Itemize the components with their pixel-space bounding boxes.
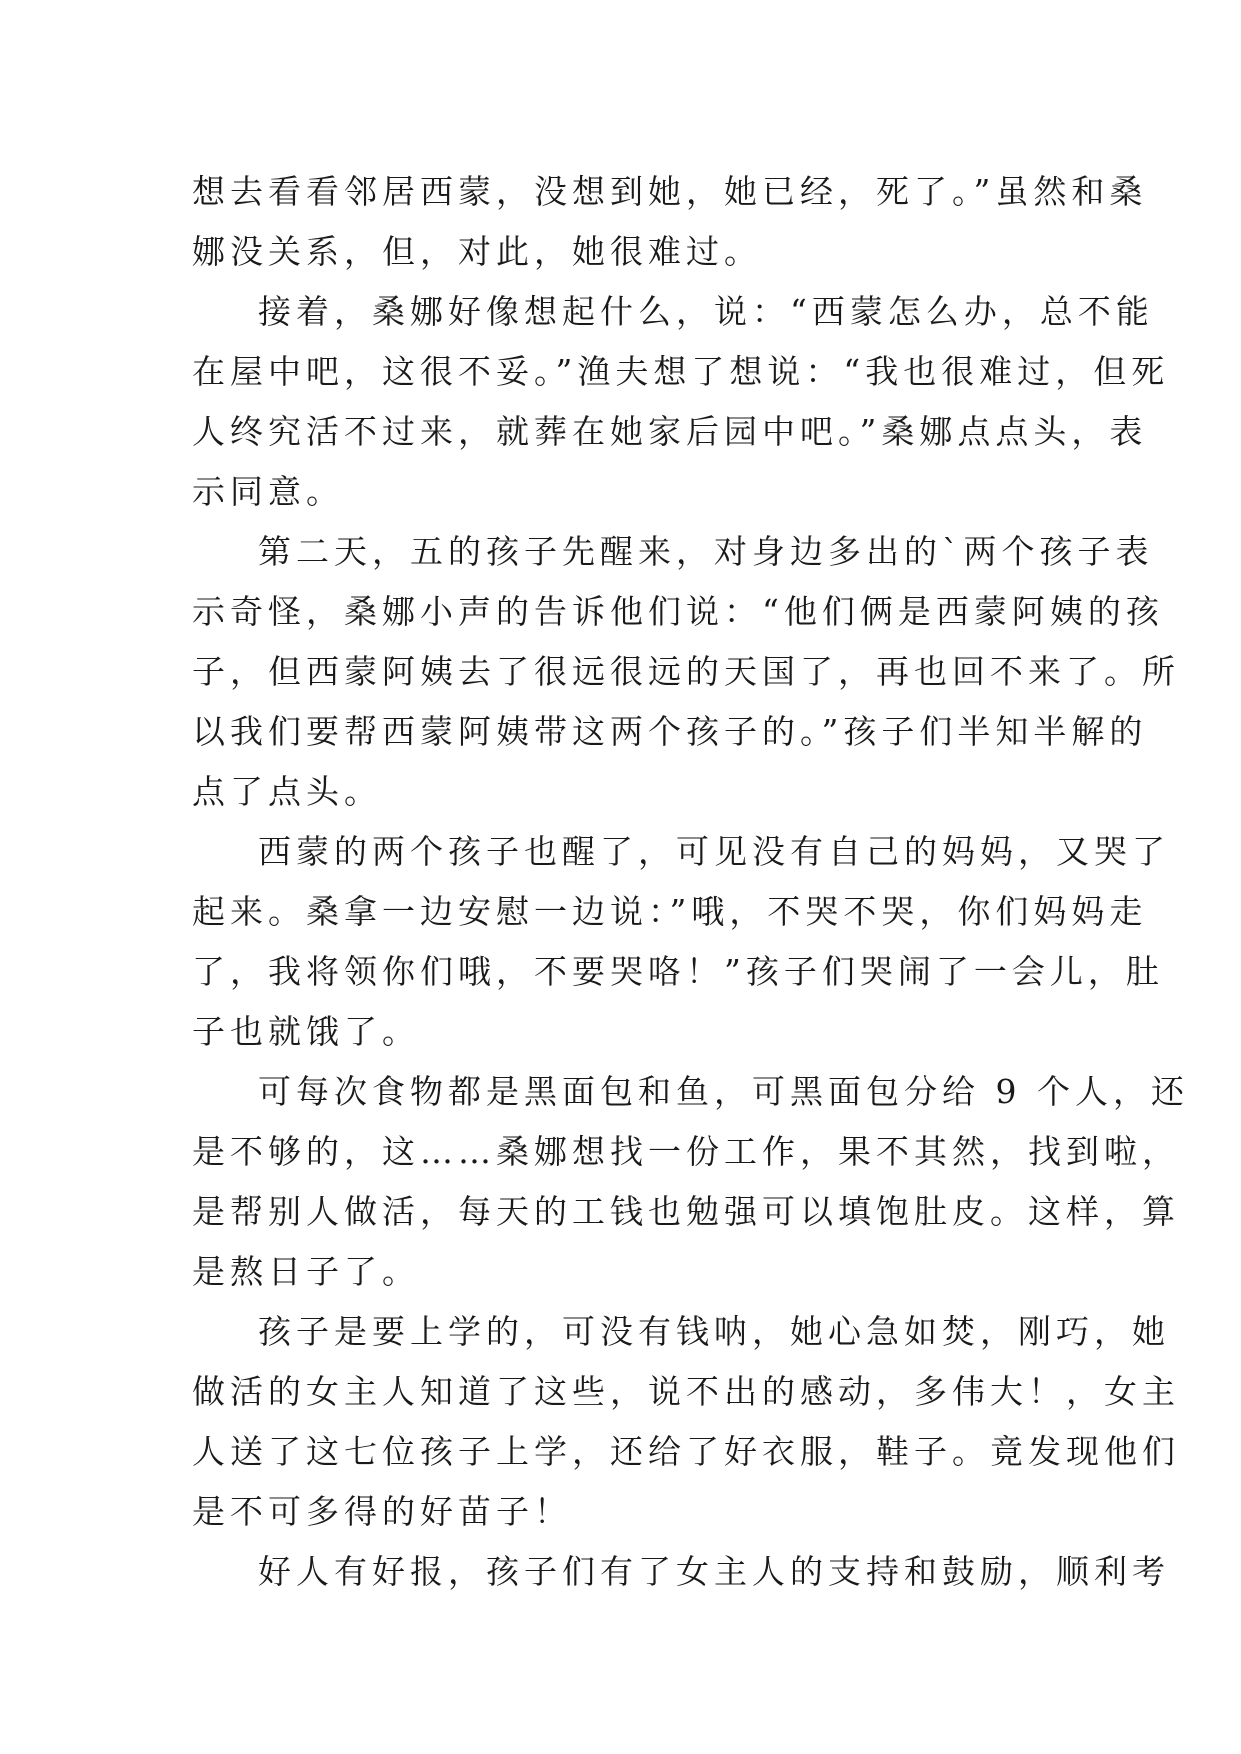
paragraph-first-line: 好人有好报，孩子们有了女主人的支持和鼓励，顺利考 [258,1552,1170,1591]
text-line: 示同意。 [192,472,344,511]
paragraph-first-line: 接着，桑娜好像想起什么，说：“西蒙怎么办，总不能 [258,292,1154,331]
paragraph-first-line: 可每次食物都是黑面包和鱼，可黑面包分给 9 个人，还 [258,1072,1189,1111]
paragraph-first-line: 第二天，五的孩子先醒来，对身边多出的`两个孩子表 [258,532,1154,571]
paragraph-first-line: 孩子是要上学的，可没有钱呐，她心急如焚，刚巧，她 [258,1312,1170,1351]
text-line: 想去看看邻居西蒙，没想到她，她已经，死了。”虽然和桑 [192,172,1148,211]
text-line: 了，我将领你们哦，不要哭咯！”孩子们哭闹了一会儿，肚 [192,952,1164,991]
text-line: 是不够的，这……桑娜想找一份工作，果不其然，找到啦， [192,1132,1180,1171]
text-line: 点了点头。 [192,772,382,811]
body-text [192,162,1189,1602]
text-line: 做活的女主人知道了这些，说不出的感动，多伟大！，女主 [192,1372,1180,1411]
text-line: 示奇怪，桑娜小声的告诉他们说：“他们俩是西蒙阿姨的孩 [192,592,1164,631]
paragraph-first-line: 西蒙的两个孩子也醒了，可见没有自己的妈妈，又哭了 [258,832,1170,871]
text-line: 是帮别人做活，每天的工钱也勉强可以填饱肚皮。这样，算 [192,1192,1180,1231]
text-line: 子，但西蒙阿姨去了很远很远的天国了，再也回不来了。所 [192,652,1180,691]
text-line: 起来。桑拿一边安慰一边说：”哦，不哭不哭，你们妈妈走 [192,892,1148,931]
text-line: 在屋中吧，这很不妥。”渔夫想了想说：“我也很难过，但死 [192,352,1170,391]
text-line: 是熬日子了。 [192,1252,420,1291]
text-line: 人送了这七位孩子上学，还给了好衣服，鞋子。竟发现他们 [192,1432,1180,1471]
text-line: 子也就饿了。 [192,1012,420,1051]
text-line: 是不可多得的好苗子！ [192,1492,572,1531]
text-line: 娜没关系，但，对此，她很难过。 [192,232,762,271]
text-line: 人终究活不过来，就葬在她家后园中吧。”桑娜点点头，表 [192,412,1148,451]
text-line: 以我们要帮西蒙阿姨带这两个孩子的。”孩子们半知半解的 [192,712,1148,751]
